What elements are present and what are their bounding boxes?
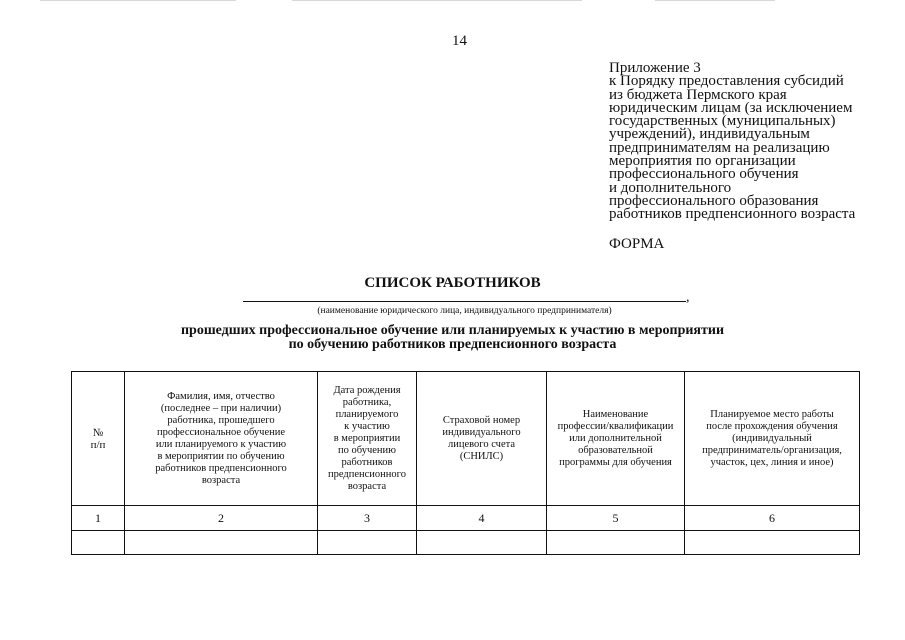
table-cell[interactable]: [125, 531, 318, 555]
entity-name-caption: (наименование юридического лица, индивидуального предпринимателя): [317, 306, 612, 316]
column-number-cell: 4: [417, 506, 547, 531]
top-rule-middle: [292, 0, 582, 1]
table-cell[interactable]: [547, 531, 685, 555]
workers-table: [71, 371, 860, 555]
column-number-cell: 1: [72, 506, 125, 531]
column-number-cell: 3: [318, 506, 417, 531]
entity-name-blank-line[interactable]: [243, 301, 686, 302]
subtitle-line-1: прошедших профессиональное обучение или планируемых к участию в мероприятии: [180, 323, 725, 338]
subtitle-line-2: по обучению работников предпенсионного возраста: [288, 336, 617, 352]
header-cell-birth-date: Дата рождения работника, планируемого к участию в мероприятии по обучению работников предпенсионного возраста: [318, 372, 417, 506]
appendix-reference: Приложение 3 к Порядку предоставления субсидий из бюджета Пермского края юридическим лицам (за исключением государственных (муниципальных) учреждений), индивидуальным предпринимателям на реализацию мероприятия по организации профессионального обучения и дополнительного профессионального образования работников предпенсионного возраста: [609, 60, 856, 223]
header-cell-workplace: Планируемое место работы после прохождения обучения (индивидуальный предприниматель/организация, участок, цех, линия и иное): [685, 372, 860, 506]
page-number: 14: [452, 33, 467, 49]
table-row: [72, 531, 860, 555]
column-number-cell: 5: [547, 506, 685, 531]
column-number-cell: 6: [685, 506, 860, 531]
top-rule-right: [655, 0, 775, 1]
form-label: ФОРМА: [609, 236, 665, 252]
header-cell-profession: Наименование профессии/квалификации или дополнительной образовательной программы для обучения: [547, 372, 685, 506]
document-title: СПИСОК РАБОТНИКОВ: [364, 275, 541, 291]
table-cell[interactable]: [72, 531, 125, 555]
header-cell-snils: Страховой номер индивидуального лицевого счета (СНИЛС): [417, 372, 547, 506]
table-cell[interactable]: [417, 531, 547, 555]
document-subtitle: [0, 324, 905, 351]
header-cell-full-name: Фамилия, имя, отчество (последнее – при наличии) работника, прошедшего профессиональное обучение или планируемого к участию в мероприятии по обучению работников предпенсионного возраста: [125, 372, 318, 506]
header-cell-number: № п/п: [72, 372, 125, 506]
column-number-cell: 2: [125, 506, 318, 531]
table-header-row: [72, 372, 860, 506]
top-rule-left: [40, 0, 236, 1]
entity-name-comma: ,: [686, 290, 690, 305]
column-number-row: [72, 506, 860, 531]
table-cell[interactable]: [318, 531, 417, 555]
table-cell[interactable]: [685, 531, 860, 555]
